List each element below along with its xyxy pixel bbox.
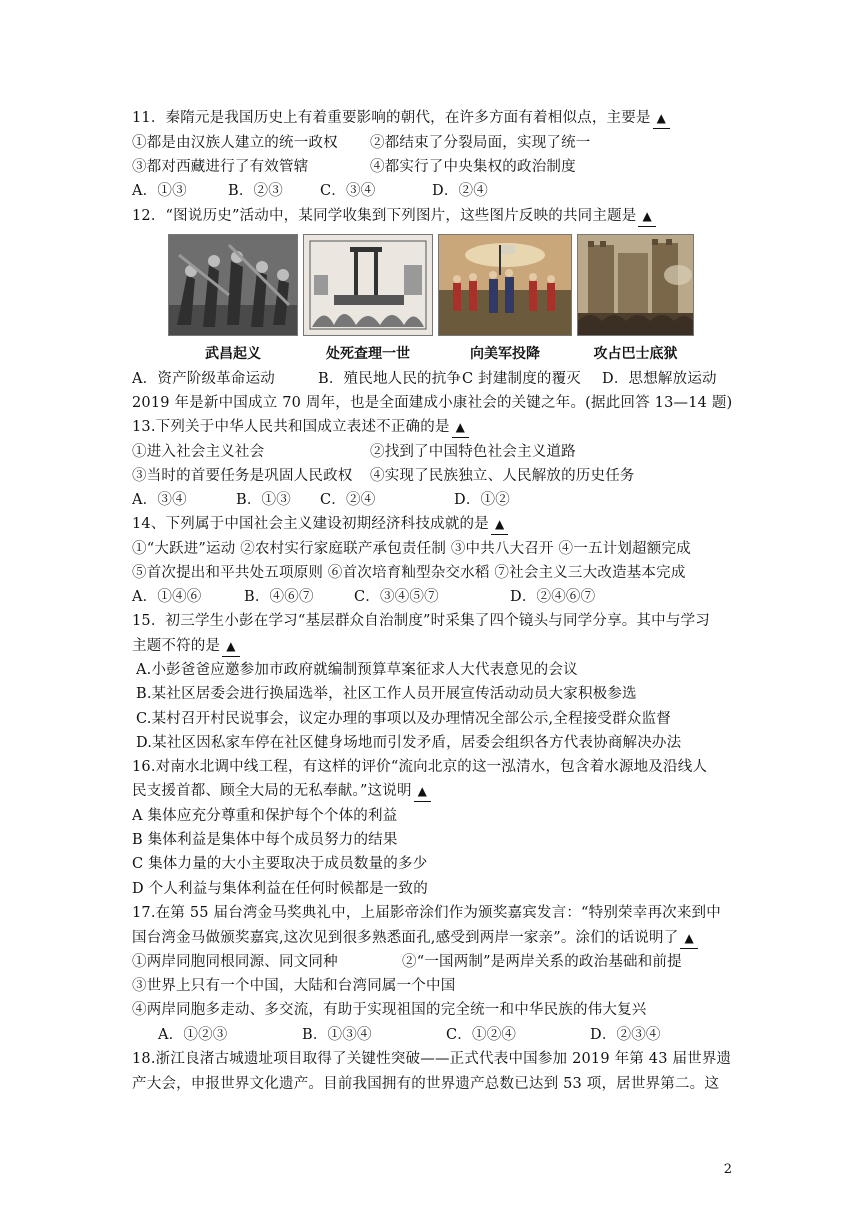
- q13-option-a: A．③④: [132, 492, 187, 508]
- q13-option-b: B．①③: [236, 492, 291, 508]
- q17-s1: ①两岸同胞同根同源、同文同种: [132, 954, 338, 970]
- q11-option-d: D．②④: [432, 183, 488, 199]
- q11-option-b: B．②③: [228, 183, 283, 199]
- q17-stem-2: [132, 928, 698, 949]
- q11-s3: ③都对西藏进行了有效管辖: [132, 159, 309, 175]
- q15-option-d: D.某社区因私家车停在社区健身场地而引发矛盾，居委会组织各方代表协商解决办法: [136, 735, 682, 751]
- q12-option-d: D．思想解放运动: [602, 371, 717, 387]
- intro-13-14: 2019 年是新中国成立 70 周年，也是全面建成小康社会的关键之年。(据此回答 13—14 题): [132, 395, 733, 411]
- q11-stem: [132, 108, 670, 129]
- q11-option-c: C．③④: [320, 183, 376, 199]
- q14-option-d: D．②④⑥⑦: [510, 589, 596, 605]
- q18-line-1: 18.浙江良渚古城遗址项目取得了关键性突破——正式代表中国参加 2019 年第 43 届世界遗: [132, 1051, 732, 1067]
- q12-stem: [132, 206, 656, 227]
- caption-4: 攻占巴士底狱: [593, 346, 678, 362]
- caption-1: 武昌起义: [205, 346, 261, 362]
- q17-stem-1: 17.在第 55 届台湾金马奖典礼中，上届影帝涂们作为颁奖嘉宾发言：“特别荣幸再次来到中: [132, 905, 721, 921]
- q12-option-b: B．殖民地人民的抗争: [318, 371, 462, 387]
- q16-option-b: B 集体利益是集体中每个成员努力的结果: [132, 832, 398, 848]
- q11-stem-text: 11．秦隋元是我国历史上有着重要影响的朝代，在许多方面有着相似点，主要是: [132, 110, 651, 126]
- q11-s4: ④都实行了中央集权的政治制度: [370, 159, 576, 175]
- q11-s2: ②都结束了分裂局面，实现了统一: [370, 135, 591, 151]
- caption-3: 向美军投降: [470, 346, 540, 362]
- q17-option-a: A．①②③: [158, 1027, 228, 1043]
- q14-items-1: ①“大跃进”运动 ②农村实行家庭联产承包责任制 ③中共八大召开 ④一五计划超额完成: [132, 541, 691, 557]
- painting-surrender-to-american-army: [438, 234, 572, 336]
- answer-blank: ▲: [491, 514, 508, 535]
- q17-option-d: D．②③④: [590, 1027, 661, 1043]
- answer-blank: ▲: [638, 206, 655, 227]
- q17-s2: ②“一国两制”是两岸关系的政治基础和前提: [402, 954, 682, 970]
- q12-option-a: A．资产阶级革命运动: [132, 371, 275, 387]
- q15-stem2-text: 主题不符的是: [132, 638, 221, 654]
- q17-stem2-text: 国台湾金马做颁奖嘉宾,这次见到很多熟悉面孔,感受到两岸一家亲”。涂们的话说明了: [132, 930, 679, 946]
- engraving-execution-charles-i: [303, 234, 433, 336]
- q14-option-b: B．④⑥⑦: [244, 589, 314, 605]
- q14-stem: [132, 514, 508, 535]
- answer-blank: ▲: [222, 636, 239, 657]
- q17-s3: ③世界上只有一个中国，大陆和台湾同属一个中国: [132, 978, 456, 994]
- q13-stem-text: 13.下列关于中华人民共和国成立表述不正确的是: [132, 419, 450, 435]
- q13-s1: ①进入社会主义社会: [132, 444, 265, 460]
- photo-wuchang-uprising: [168, 234, 298, 336]
- q13-option-c: C．②④: [320, 492, 376, 508]
- q13-s3: ③当时的首要任务是巩固人民政权: [132, 468, 353, 484]
- q15-stem-1: 15．初三学生小彭在学习“基层群众自治制度”时采集了四个镜头与同学分享。其中与学习: [132, 613, 710, 629]
- q17-s4: ④两岸同胞多走动、多交流，有助于实现祖国的完全统一和中华民族的伟大复兴: [132, 1002, 647, 1018]
- q16-stem-2: [132, 781, 431, 802]
- q13-stem: [132, 417, 469, 438]
- answer-blank: ▲: [452, 417, 469, 438]
- q11-s1: ①都是由汉族人建立的统一政权: [132, 135, 338, 151]
- q15-stem-2: [132, 636, 240, 657]
- answer-blank: ▲: [680, 928, 697, 949]
- q12-stem-text: 12．“图说历史”活动中，某同学收集到下列图片，这些图片反映的共同主题是: [132, 208, 637, 224]
- q11-option-a: A．①③: [132, 183, 187, 199]
- q15-option-b: B.某社区居委会进行换届选举，社区工作人员开展宣传活动动员大家积极参选: [136, 686, 637, 702]
- q15-option-c: C.某村召开村民说事会，议定办理的事项以及办理情况全部公示,全程接受群众监督: [136, 711, 671, 727]
- q13-option-d: D．①②: [454, 492, 510, 508]
- q14-option-a: A．①④⑥: [132, 589, 202, 605]
- q17-option-b: B．①③④: [302, 1027, 372, 1043]
- q16-option-d: D 个人利益与集体利益在任何时候都是一致的: [132, 881, 428, 897]
- q13-s2: ②找到了中国特色社会主义道路: [370, 444, 576, 460]
- q16-stem2-text: 民支援首都、顾全大局的无私奉献。”这说明: [132, 783, 412, 799]
- q18-line-2: 产大会，申报世界文化遗产。目前我国拥有的世界遗产总数已达到 53 项，居世界第二。这: [132, 1076, 720, 1092]
- caption-2: 处死查理一世: [326, 346, 410, 362]
- q13-s4: ④实现了民族独立、人民解放的历史任务: [370, 468, 635, 484]
- q14-option-c: C．③④⑤⑦: [354, 589, 439, 605]
- q17-option-c: C．①②④: [446, 1027, 517, 1043]
- q14-items-2: ⑤首次提出和平共处五项原则 ⑥首次培育籼型杂交水稻 ⑦社会主义三大改造基本完成: [132, 565, 686, 581]
- answer-blank: ▲: [414, 781, 431, 802]
- q12-option-c: C 封建制度的覆灭: [462, 371, 582, 387]
- painting-storming-of-bastille: [577, 234, 694, 336]
- q14-stem-text: 14、下列属于中国社会主义建设初期经济科技成就的是: [132, 516, 489, 532]
- q15-option-a: A.小彭爸爸应邀参加市政府就编制预算草案征求人大代表意见的会议: [136, 662, 578, 678]
- page-number: 2: [723, 1162, 732, 1177]
- q16-option-a: A 集体应充分尊重和保护每个个体的利益: [132, 808, 398, 824]
- q16-option-c: C 集体力量的大小主要取决于成员数量的多少: [132, 856, 428, 872]
- q16-stem-1: 16.对南水北调中线工程，有这样的评价“流向北京的这一泓清水，包含着水源地及沿线人: [132, 759, 708, 775]
- answer-blank: ▲: [653, 108, 670, 129]
